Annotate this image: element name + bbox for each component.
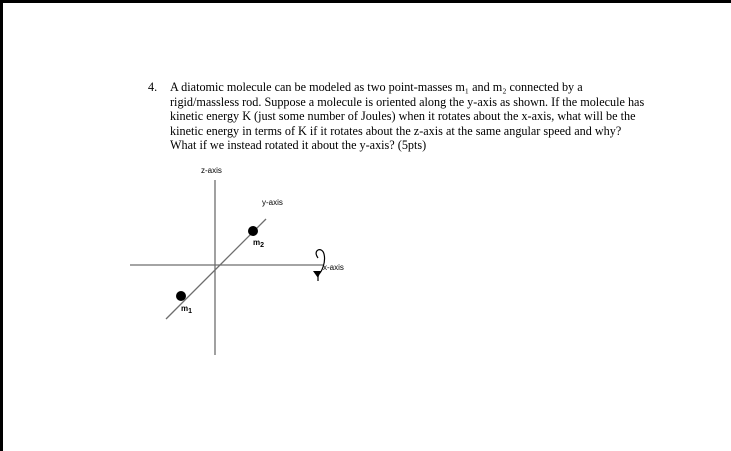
mass-2-letter: m	[253, 238, 261, 247]
mass-1-letter: m	[181, 304, 189, 313]
mass-2-label	[253, 238, 264, 249]
mass-2-dot	[248, 226, 258, 236]
mass-1-label	[181, 304, 192, 315]
x-axis-label: x-axis	[323, 263, 344, 272]
mass-1-subscript: 1	[188, 308, 193, 315]
question-text: A diatomic molecule can be modeled as two point-masses m₁ and m₂ connected by a rigid/massless rod. Suppose a molecule is oriented along the y-axis as shown. If the molecule has kinetic energy K (just some number of Joules) when it rotates about the x-axis, what will be the kinetic energy in terms of K if it rotates about the z-axis at the same angular speed and why? What if we instead rotated it about the y-axis? (5pts)	[170, 80, 645, 153]
z-axis-label: z-axis	[201, 166, 222, 175]
question-number: 4.	[148, 80, 158, 94]
y-axis-label: y-axis	[262, 198, 283, 207]
mass-2-subscript: 2	[260, 242, 265, 249]
mass-1-dot	[176, 291, 186, 301]
